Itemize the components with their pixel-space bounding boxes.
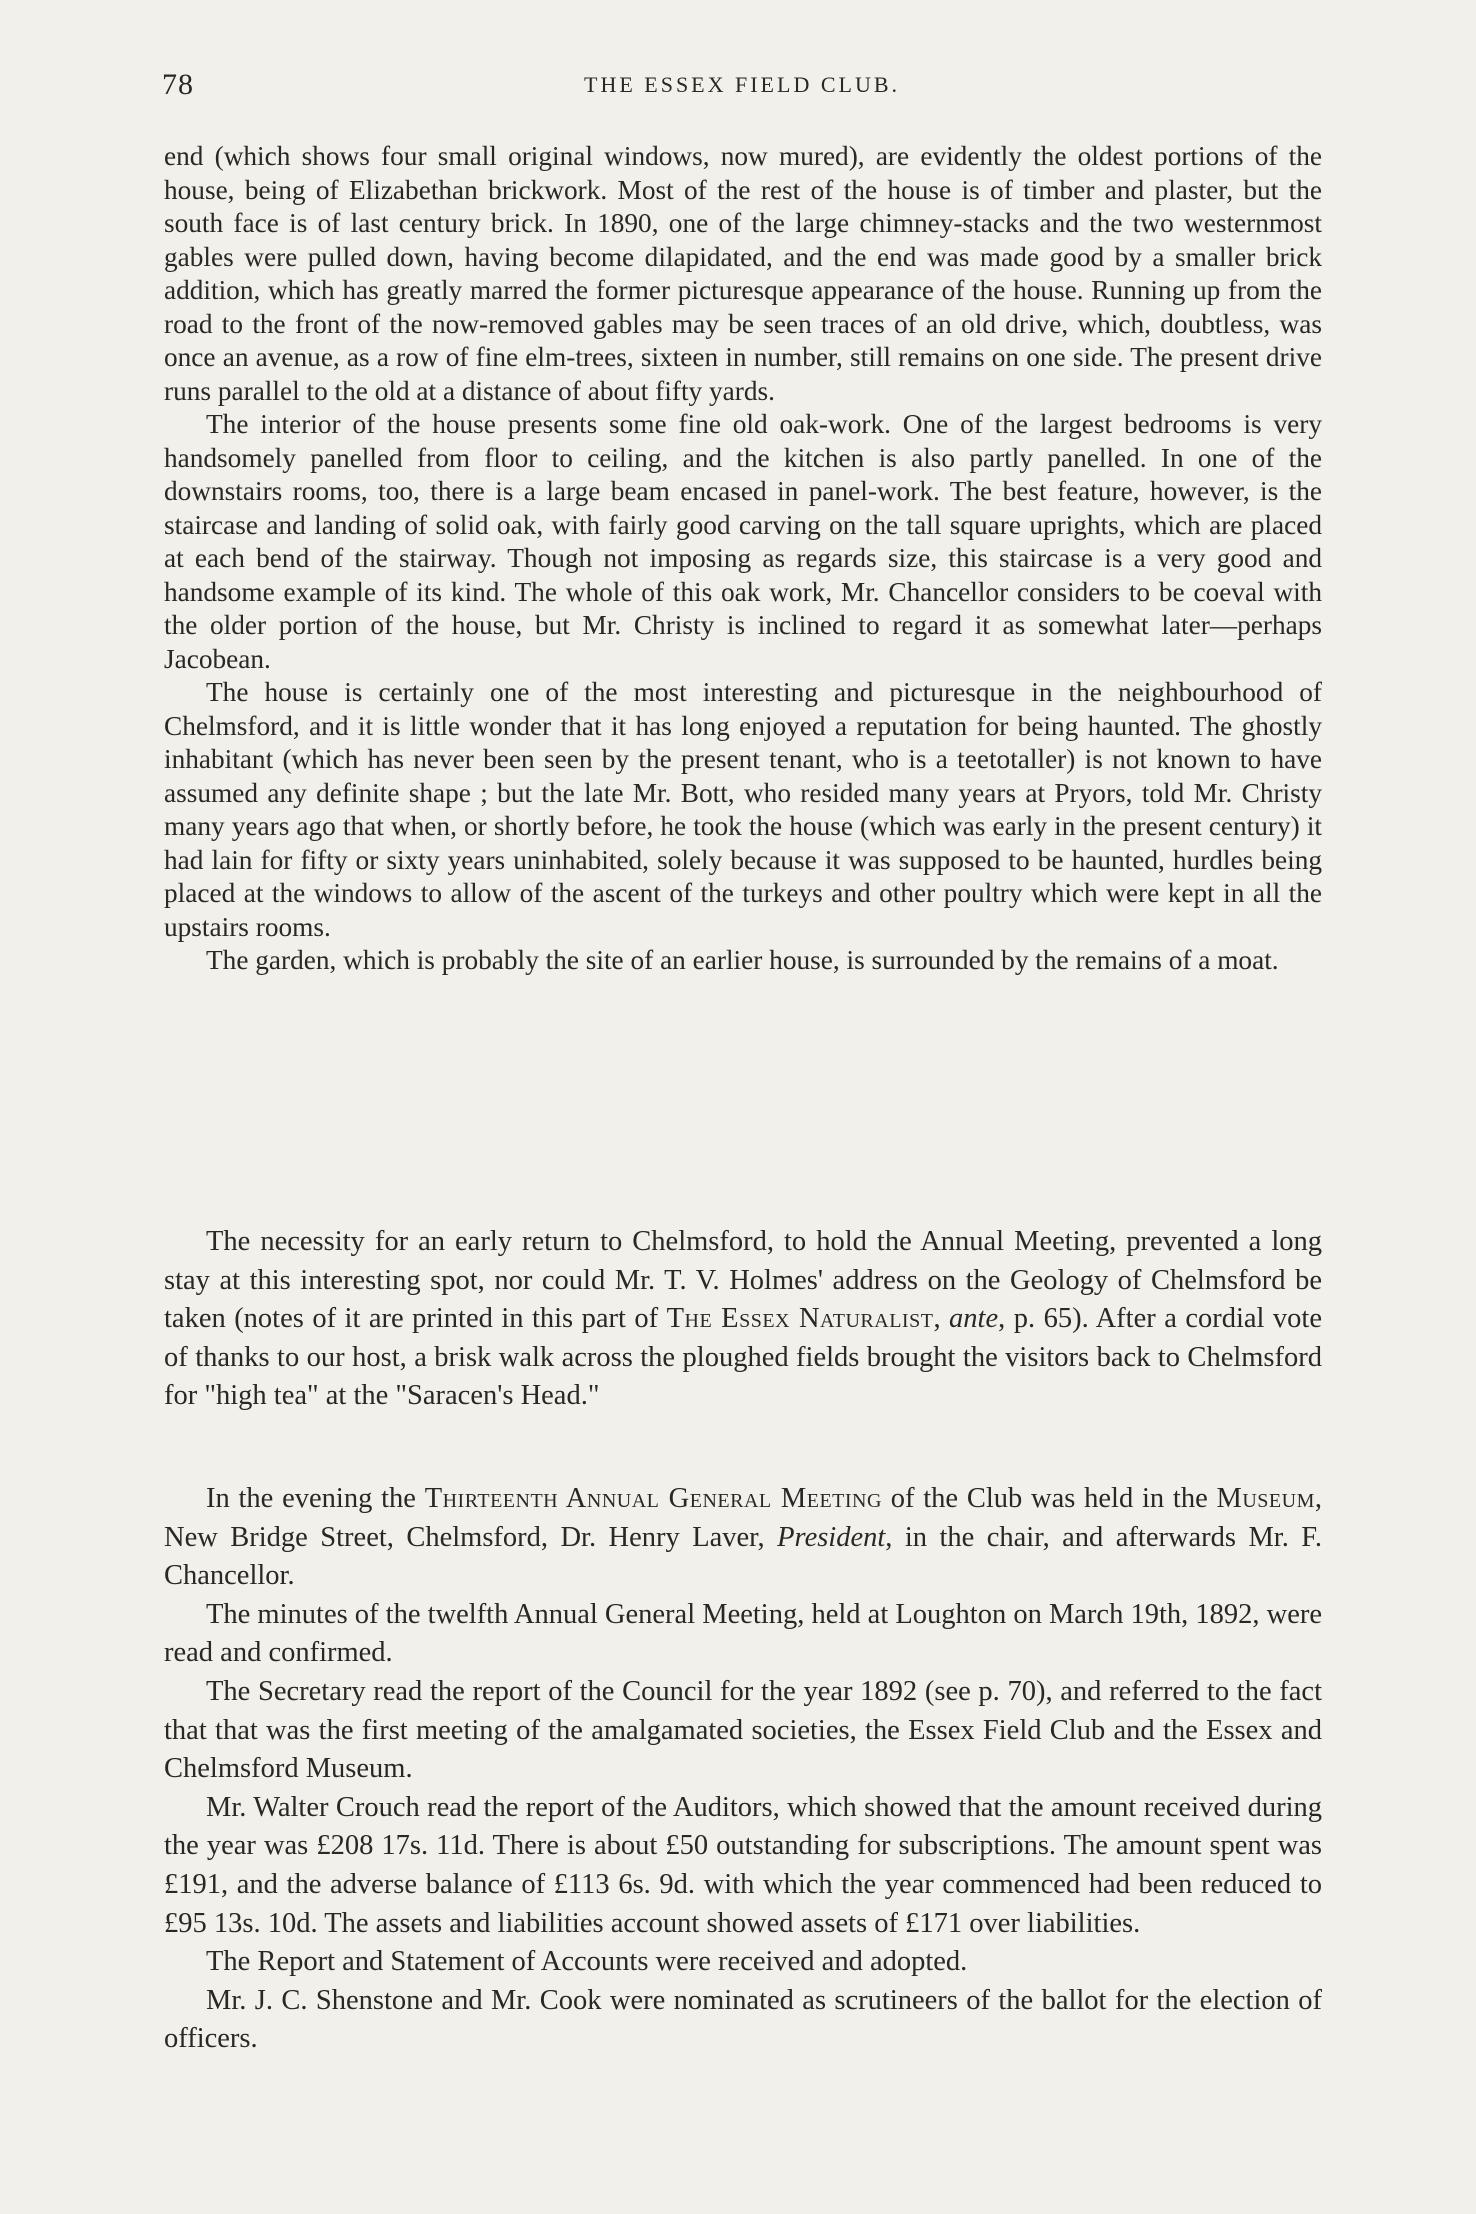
text-run: , New Bridge Street, Chelmsford, Dr. Henry Laver,	[164, 1483, 1322, 1553]
body-text	[164, 140, 1323, 2055]
ante-italic: ante	[949, 1303, 999, 1334]
text-run: ,	[933, 1303, 950, 1334]
paragraph: The house is certainly one of the most interesting and picturesque in the neighbourhood of Chelmsford, and it is little wonder that it has long enjoyed a reputation for being haunted. The ghostly inhabitant (which has never been seen by the present tenant, who is a teetotaller) is not known to have assumed any definite shape ; but the late Mr. Bott, who resided many years at Pryors, told Mr. Christy many years ago that when, or shortly before, he took the house (which was early in the present century) it had lain for fifty or sixty years uninhabited, solely because it was supposed to be haunted, hurdles being placed at the windows to allow of the ascent of the turkeys and other poultry which were kept in all the upstairs rooms.	[164, 677, 1322, 942]
paragraph: The interior of the house presents some fine old oak-work. One of the largest bedrooms is very handsomely panelled from floor to ceiling, and the kitchen is also partly panelled. In one of the downstairs rooms, too, there is a large beam encased in panel-work. The best feature, however, is the staircase and landing of solid oak, with fairly good carving on the tall square uprights, which are placed at each bend of the stairway. Though not imposing as regards size, this staircase is a very good and handsome example of its kind. The whole of this oak work, Mr. Chancellor considers to be coeval with the older portion of the house, but Mr. Christy is inclined to regard it as somewhat later—perhaps Jacobean.	[164, 409, 1322, 674]
paragraph	[164, 1223, 1322, 1416]
paragraph: The Secretary read the report of the Council for the year 1892 (see p. 70), and referred to the fact that that was the first meeting of the amalgamated societies, the Essex Field Club and the Essex and Chelmsford Museum.	[164, 1675, 1322, 1785]
paragraph: The garden, which is probably the site of an earlier house, is surrounded by the remains of a moat.	[206, 945, 1279, 975]
text-run: The necessity for an early return to Chelmsford, to hold the Annual Meeting, prevented a long stay at this interesting spot, nor could Mr. T. V. Holmes' address on the Geology of Chelmsford be taken (notes of it are printed in this part of	[164, 1226, 1322, 1334]
journal-title: The Essex Naturalist	[666, 1303, 934, 1334]
meeting-title: Thirteenth Annual General Meeting	[424, 1483, 882, 1514]
museum-name: Museum	[1216, 1483, 1315, 1514]
paragraph: Mr. Walter Crouch read the report of the Auditors, which showed that the amount received during the year was £208 17s. 11d. There is about £50 outstanding for subscriptions. The amount spent was £191, and the adverse balance of £113 6s. 9d. with which the year commenced had been reduced to £95 13s. 10d. The assets and liabilities account showed assets of £171 over liabilities.	[164, 1791, 1322, 1939]
section-annual-meeting	[164, 1480, 1322, 2059]
section-pryors-house	[164, 140, 1322, 978]
paragraph: Mr. J. C. Shenstone and Mr. Cook were nominated as scrutineers of the ballot for the election of officers.	[164, 1984, 1322, 2055]
paragraph: The Report and Statement of Accounts were received and adopted.	[206, 1946, 968, 1978]
paragraph: The minutes of the twelfth Annual General Meeting, held at Loughton on March 19th, 1892, were read and confirmed.	[164, 1598, 1322, 1669]
paragraph	[164, 1480, 1322, 1596]
president-italic: President	[777, 1521, 886, 1553]
running-title: THE ESSEX FIELD CLUB.	[584, 72, 900, 97]
running-head	[162, 68, 1322, 108]
text-run: In the evening the	[206, 1483, 425, 1514]
text-run: of the Club was held in the	[881, 1483, 1217, 1514]
text-run: , in the chair, and afterwards Mr. F. Chancellor.	[164, 1521, 1322, 1592]
page-number: 78	[162, 68, 194, 101]
section-return-to-chelmsford	[164, 1223, 1322, 1416]
text-run: , p. 65). After a cordial vote of thanks to our host, a brisk walk across the ploughed fields brought the visitors back to Chelmsford for "high tea" at the "Saracen's Head."	[164, 1303, 1323, 1411]
paragraph: end (which shows four small original windows, now mured), are evidently the oldest portions of the house, being of Elizabethan brickwork. Most of the rest of the house is of timber and plaster, but the south face is of last century brick. In 1890, one of the large chimney-stacks and the two westernmost gables were pulled down, having become dilapidated, and the end was made good by a smaller brick addition, which has greatly marred the former picturesque appearance of the house. Running up from the road to the front of the now-removed gables may be seen traces of an old drive, which, doubtless, was once an avenue, as a row of fine elm-trees, sixteen in number, still remains on one side. The present drive runs parallel to the old at a distance of about fifty yards.	[164, 141, 1322, 406]
